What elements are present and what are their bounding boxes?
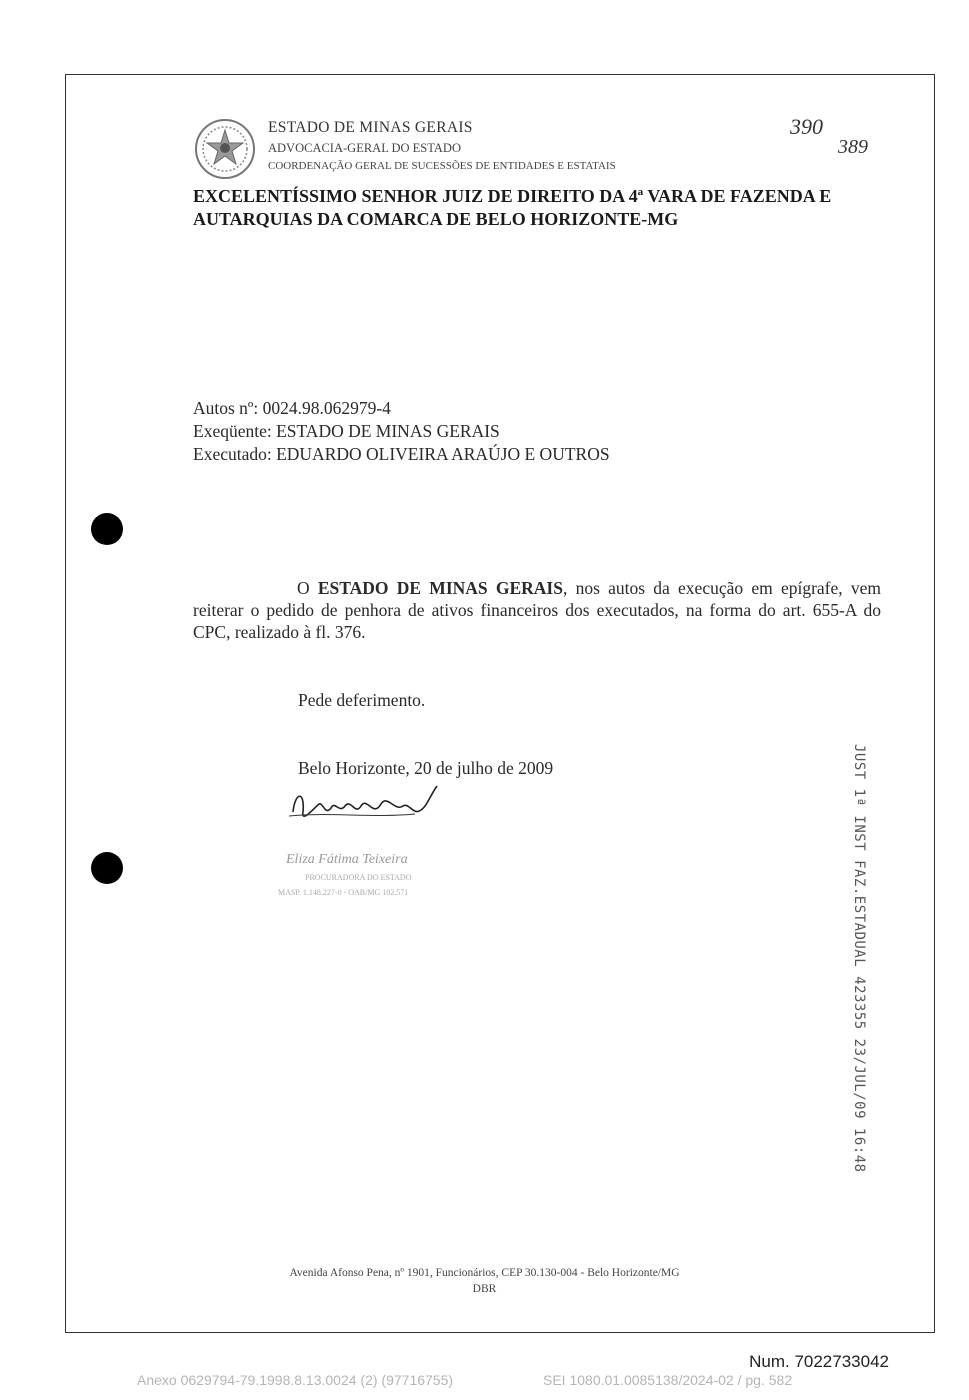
header-state: ESTADO DE MINAS GERAIS [268,119,473,136]
case-number: Autos nº: 0024.98.062979-4 [193,398,391,418]
document-number: Num. 7022733042 [749,1352,889,1371]
protocol-stamp: JUST 1ª INST FAZ.ESTADUAL 423355 23/JUL/09 16:48 [851,744,867,1173]
petition-paragraph [193,577,881,643]
footer-initials: DBR [472,1283,497,1295]
signer-stamp-name: Eliza Fátima Teixeira [286,852,408,867]
header-coordination: COORDENAÇÃO GERAL DE SUCESSÕES DE ENTIDADES E ESTATAIS [268,160,616,172]
closing-request: Pede deferimento. [298,690,426,710]
handwritten-page-number-circled: 389 [838,136,868,158]
header-agency: ADVOCACIA-GERAL DO ESTADO [268,141,461,155]
addressee-title: EXCELENTÍSSIMO SENHOR JUIZ DE DIREITO DA 4ª VARA DE FAZENDA E AUTARQUIAS DA COMARCA DE BELO HORIZONTE-MG [193,186,832,229]
paragraph-text: , nos autos da execução em epígrafe, vem reiterar o pedido de penhora de ativos financeiros dos executados, na forma do art. 655-A do CPC, realizado à fl. 376. [193,578,882,642]
paragraph-lead: O [297,578,310,598]
document-border [65,74,935,1333]
signer-stamp-role: PROCURADORA DO ESTADO [305,873,412,882]
punch-hole [91,513,123,545]
annex-reference: Anexo 0629794-79.1998.8.13.0024 (2) (97716755) [137,1372,454,1388]
case-defendant: Executado: EDUARDO OLIVEIRA ARAÚJO E OUTROS [193,444,610,464]
handwritten-signature [285,782,445,832]
punch-hole [91,852,123,884]
place-and-date: Belo Horizonte, 20 de julho de 2009 [298,758,554,778]
coat-of-arms-seal [194,118,256,180]
sei-page-reference: SEI 1080.01.0085138/2024-02 / pg. 582 [543,1372,793,1388]
case-plaintiff: Exeqüente: ESTADO DE MINAS GERAIS [193,421,500,441]
paragraph-entity: ESTADO DE MINAS GERAIS [317,578,563,598]
signer-stamp-registration: MASP. 1.148.227-0 - OAB/MG 102.571 [278,888,409,897]
footer-address: Avenida Afonso Pena, nº 1901, Funcionários, CEP 30.130-004 - Belo Horizonte/MG [289,1267,680,1279]
handwritten-page-number: 390 [790,114,823,139]
